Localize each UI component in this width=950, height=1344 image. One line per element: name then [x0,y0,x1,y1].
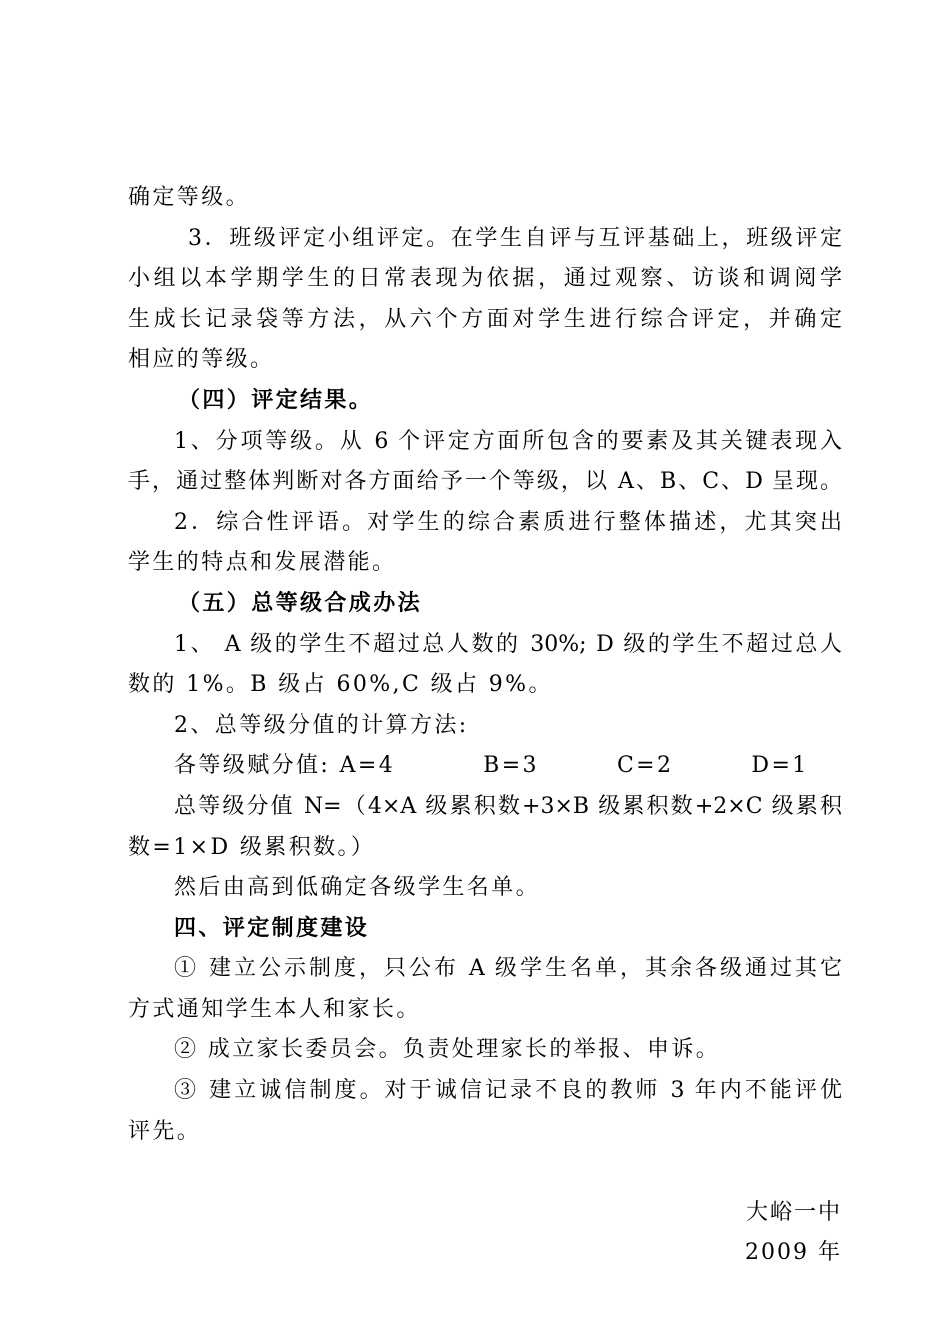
formula-line: 总等级分值 N=（4×A 级累积数+3×B 级累积数+2×C 级累积 [174,793,842,819]
paragraph-line: 然后由高到低确定各级学生名单。 [174,875,541,901]
subsection-heading-results: （四）评定结果。 [178,387,374,413]
signature-school: 大峪一中 [745,1199,842,1225]
score-values-line [128,746,842,787]
paragraph-line: 手，通过整体判断对各方面给予一个等级，以 A、B、C、D 呈现。 [128,469,842,495]
score-c: C=2 [616,753,674,779]
paragraph-line: 1、分项等级。从 6 个评定方面所包含的要素及其关键表现入 [174,428,842,454]
section-heading: 四、评定制度建设 [174,915,370,941]
score-label: 各等级赋分值: A=4 [174,753,396,779]
list-item: ① 建立公示制度，只公布 A 级学生名单，其余各级通过其它 [174,956,842,982]
paragraph-line: 学生的特点和发展潜能。 [128,550,397,576]
score-b: B=3 [483,753,539,779]
paragraph-line: 确定等级。 [128,185,251,210]
paragraph-line: 1、 A 级的学生不超过总人数的 30%; D 级的学生不超过总人 [174,631,842,657]
paragraph-line: 3．班级评定小组评定。在学生自评与互评基础上，班级评定 [188,225,842,251]
subsection-heading-method: （五）总等级合成办法 [178,590,423,616]
list-item: ② 成立家长委员会。负责处理家长的举报、申诉。 [174,1037,721,1063]
paragraph-line: 小组以本学期学生的日常表现为依据，通过观察、访谈和调阅学 [128,266,842,292]
paragraph-line: 2、总等级分值的计算方法: [174,712,469,738]
signature-year: 2009 年 [745,1240,842,1266]
document-page [128,178,842,1274]
list-item-continuation: 方式通知学生本人和家长。 [128,996,421,1022]
paragraph-line: 相应的等级。 [128,347,275,373]
paragraph-line: 2．综合性评语。对学生的综合素质进行整体描述，尤其突出 [174,509,842,535]
list-item-continuation: 评先。 [128,1118,202,1144]
paragraph-line: 生成长记录袋等方法，从六个方面对学生进行综合评定，并确定 [128,306,842,332]
paragraph-line: 数的 1%。B 级占 60%,C 级占 9%。 [128,672,553,698]
list-item: ③ 建立诚信制度。对于诚信记录不良的教师 3 年内不能评优 [174,1078,842,1104]
formula-line: 数=1×D 级累积数。） [128,834,376,860]
score-d: D=1 [751,753,809,779]
